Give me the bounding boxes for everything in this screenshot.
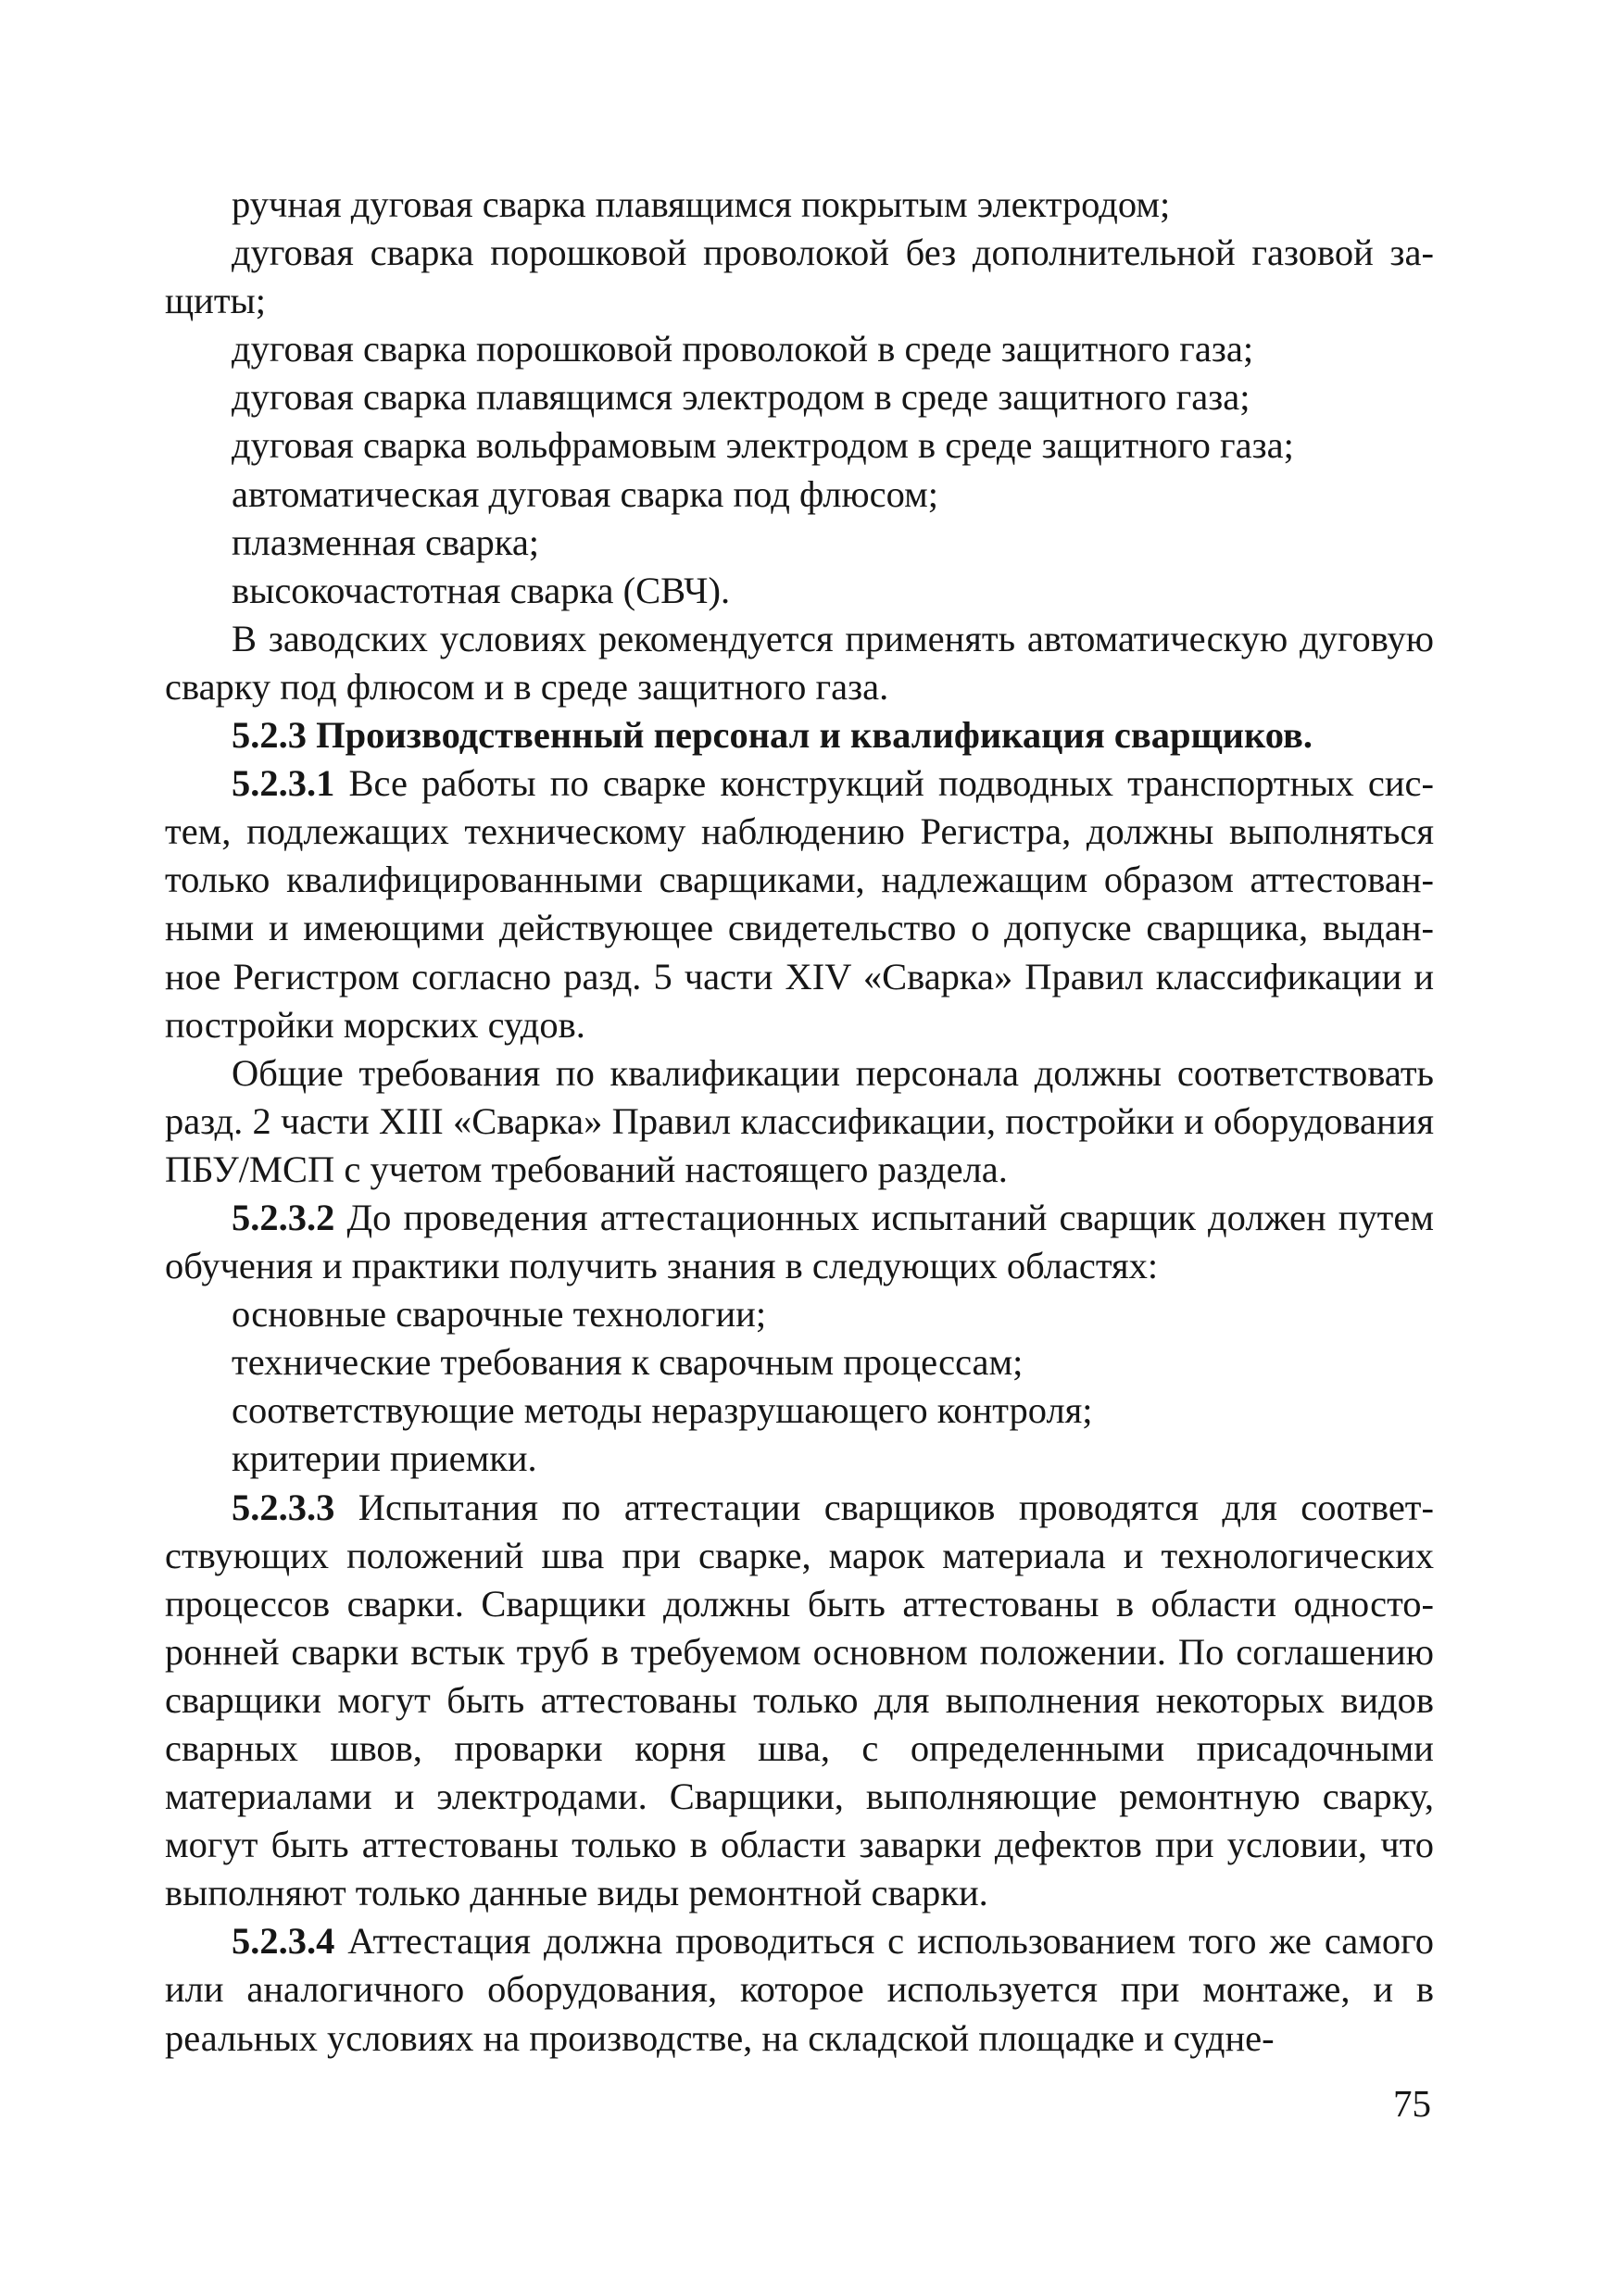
list-item: ручная дуговая сварка плавящимся покрытым электродом; bbox=[232, 183, 1171, 225]
list-item: дуговая сварка плавящимся электродом в среде защитного газа; bbox=[232, 376, 1250, 419]
clause-number: 5.2.3.2 bbox=[232, 1196, 335, 1238]
list-item: соответствующие методы неразрушающего контроля; bbox=[232, 1389, 1093, 1432]
page-number: 75 bbox=[1393, 2082, 1431, 2125]
list-item: технические требования к сварочным процессам; bbox=[232, 1341, 1024, 1384]
paragraph: В заводских условиях рекомендуется применять автоматическую дуговую сварку под флюсом и в среде защитного газа. bbox=[165, 617, 1434, 708]
list-item: критерии приемки. bbox=[232, 1437, 537, 1480]
paragraph-5-2-3-3: 5.2.3.3 Испытания по аттестации сварщиков проводятся для соответствующих положений шва при сварке, марок материала и технологических процессов сварки. Сварщики должны быть аттестованы в области односторонней сварки встык труб в требуемом основном положении. По соглашению сварщики могут быть аттестованы только для выполнения некоторых видов сварных швов, проварки корня шва, с определенными присадочными материалами и электродами. Сварщики, выполняющие ремонтную сварку, могут быть аттестованы только в области заварки дефектов при условии, что выполняют только данные виды ремонтной сварки. bbox=[165, 1486, 1434, 1914]
list-item: высокочастотная сварка (СВЧ). bbox=[232, 569, 731, 611]
list-item: дуговая сварка порошковой проволокой в среде защитного газа; bbox=[232, 328, 1254, 370]
clause-number: 5.2.3.4 bbox=[232, 1920, 335, 1963]
list-item: плазменная сварка; bbox=[232, 521, 540, 563]
paragraph-5-2-3-2: 5.2.3.2 До проведения аттестационных испытаний сварщик должен путем обучения и практики получить знания в следующих областях: bbox=[165, 1196, 1434, 1287]
list-item: автоматическая дуговая сварка под флюсом; bbox=[232, 472, 939, 515]
list-item: основные сварочные технологии; bbox=[232, 1293, 767, 1336]
list-item: дуговая сварка порошковой проволокой без дополнительной газовой защиты; bbox=[165, 232, 1434, 322]
list-item: дуговая сварка вольфрамовым электродом в среде защитного газа; bbox=[232, 424, 1294, 467]
clause-number: 5.2.3.1 bbox=[232, 762, 335, 805]
paragraph-5-2-3-1: 5.2.3.1 Все работы по сварке конструкций подводных транспортных систем, подлежащих техническому наблюдению Регистра, должны выполняться только квалифицированными сварщиками, надлежащим образом аттестованными и имеющими действующее свидетельство о допуске сварщика, выданное Регистром согласно разд. 5 части XIV «Сварка» Правил классификации и постройки морских судов. bbox=[165, 762, 1434, 1046]
paragraph: Общие требования по квалификации персонала должны соответствовать разд. 2 части XIII «Сварка» Правил классификации, постройки и оборудования ПБУ/МСП с учетом требований настоящего раздела. bbox=[165, 1051, 1434, 1190]
paragraph-5-2-3-4: 5.2.3.4 Аттестация должна проводиться с использованием того же самого или аналогичного оборудования, которое используется при монтаже, и в реальных условиях на производстве, на складской площадке и судне- bbox=[165, 1920, 1434, 2059]
section-heading: 5.2.3 Производственный персонал и квалификация сварщиков. bbox=[232, 714, 1313, 757]
document-body bbox=[165, 181, 1434, 2063]
clause-number: 5.2.3.3 bbox=[232, 1486, 335, 1528]
